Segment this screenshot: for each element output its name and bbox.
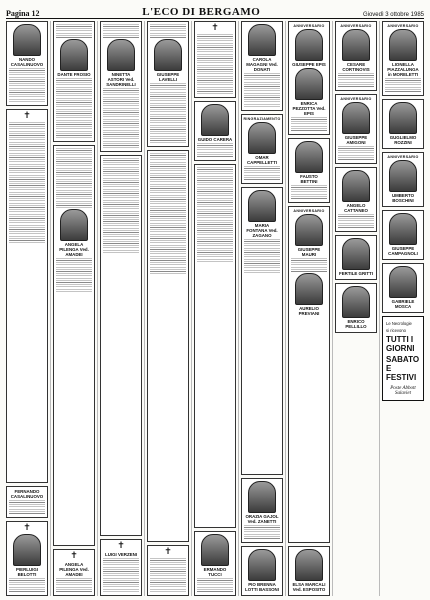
notice-text [150,558,186,592]
deceased-name: FERNANDO CASALINUOVO [10,489,44,499]
notice-text [338,146,374,160]
obituary-notice [241,114,283,184]
portrait-photo [248,190,276,222]
notice-text [103,24,139,38]
obituary-notice [53,549,95,596]
deceased-name: LIONELLA PIAZZALUNGA in MORELETTI [387,62,419,77]
portrait-photo [13,24,41,56]
obituary-notice [6,109,48,483]
issue-date: Giovedì 3 ottobre 1985 [362,12,424,18]
column-7 [285,21,330,596]
newspaper-title: L'ECO DI BERGAMO [142,6,261,18]
obituary-notice [382,21,424,96]
deceased-name: CAROLA MAGAGNI Ved. DONATI [246,57,278,72]
obituary-notice [382,152,424,207]
notice-text [9,122,45,182]
deceased-name: GIUSEPPE LAVELLI [156,72,180,82]
portrait-photo [342,102,370,134]
portrait-photo [389,160,417,192]
notice-text [56,578,92,592]
column-3 [97,21,142,596]
notice-type: ANNIVERSARIO [387,24,419,28]
notice-text [9,68,45,102]
portrait-photo [248,24,276,56]
deceased-name: CESARE CORTINOVIS [342,62,370,72]
deceased-name: GUGLIELMO ROZZINI [389,135,417,145]
notice-text [338,214,374,228]
obituary-notice [194,531,236,596]
portrait-photo [342,29,370,61]
notice-text [197,167,233,227]
obituary-notice [335,21,377,91]
portrait-photo [248,481,276,513]
notice-text [338,73,374,87]
portrait-photo [342,170,370,202]
column-9 [379,21,424,596]
notice-text [150,153,186,213]
portrait-photo [154,39,182,71]
notice-text [103,558,139,592]
obituary-notice [288,206,330,543]
obituary-notice [241,478,283,543]
notice-type: ANNIVERSARIO [340,97,372,101]
portrait-photo [389,213,417,245]
info-headline: SABATO E FESTIVI [386,355,420,382]
notice-text [197,34,233,94]
obituary-notice [147,21,189,147]
obituary-notice [53,21,95,142]
column-1 [6,21,48,596]
deceased-name: GIUSEPPE AMIGONI [344,135,368,145]
obituary-notice [147,150,189,542]
cross-icon: ✝ [164,547,172,557]
notice-type: ANNIVERSARIO [293,209,325,213]
portrait-photo [342,286,370,318]
portrait-photo [295,549,323,581]
portrait-photo [295,141,323,173]
portrait-photo [389,29,417,61]
obituary-notice [100,539,142,596]
deceased-name: FERTILE GRITTI [339,271,373,276]
portrait-photo [13,534,41,566]
portrait-photo [60,39,88,71]
cross-icon: ✝ [23,523,31,533]
notice-text [9,500,45,514]
obituary-notice [6,486,48,518]
obituary-notice [241,546,283,596]
notice-text [9,183,45,243]
column-2 [50,21,95,596]
obituary-notice [194,21,236,98]
deceased-name: ELSA MARCALI Ved. ESPOSITO [292,582,326,592]
masthead [6,4,424,19]
portrait-photo [295,68,323,100]
deceased-name: PIO BRENNA LOTTI BASSONI [245,582,279,592]
deceased-name: ERMANDO TUCCI [203,567,227,577]
info-headline: TUTTI I GIORNI [386,335,415,353]
portrait-photo [201,104,229,136]
page-number: Pagina 12 [6,9,40,18]
portrait-photo [60,209,88,241]
notice-text [150,24,186,38]
notice-text [197,228,233,262]
column-8 [332,21,377,596]
notice-text [150,214,186,274]
obituary-notice [288,21,330,135]
portrait-photo [201,534,229,566]
portrait-photo [342,238,370,270]
notice-text [9,578,45,592]
obituary-notice [335,167,377,232]
deceased-name: GUIDO CARERA [197,137,233,142]
deceased-name: ANGELA PILENGA Ved. AMADEI [59,242,89,257]
info-line: Le Necrologie [386,321,412,326]
obituary-notice [335,235,377,280]
deceased-name: GABRIELE MOSCA [391,299,415,309]
deceased-name: FAUSTO BETTINI [300,174,318,184]
cross-icon: ✝ [117,541,125,551]
notice-text [291,258,327,272]
notice-text [385,78,421,92]
deceased-name: NINETTA ASTORI Ved. SANDRINELLI [106,72,136,87]
column-5 [191,21,236,596]
portrait-photo [389,102,417,134]
notice-text [244,166,280,180]
notice-text [244,73,280,107]
deceased-name: GIUSEPPE CAMPAGNOLI [388,246,418,256]
obituary-notice [6,521,48,596]
deceased-name: GIUSEPPE EPIS [292,62,326,67]
portrait-photo [107,39,135,71]
obituary-notice [100,155,142,536]
notice-text [197,143,233,157]
notice-text [56,258,92,292]
obituary-notice [288,138,330,203]
notice-text [291,185,327,199]
deceased-name: AURELIO PREVIANI [298,306,320,316]
notice-text [150,83,186,143]
portrait-photo [248,122,276,154]
obituary-notice [194,164,236,528]
notice-type: ANNIVERSARIO [293,24,325,28]
column-6 [238,21,283,596]
deceased-name: UMBERTO BOSCHINI [391,193,415,203]
cross-icon: ✝ [23,111,31,121]
notice-text [103,88,139,148]
deceased-name: DANTE FROSIO [57,72,91,77]
cross-icon: ✝ [70,551,78,561]
obituary-info-box [382,316,424,401]
deceased-name: OMAR CAPPELLETTI [246,155,277,165]
obituary-notice [100,21,142,152]
portrait-photo [295,29,323,61]
deceased-name: PIERLUIGI BELOTTI [16,567,38,577]
obituary-notice [241,187,283,475]
obituary-notice [147,545,189,596]
deceased-name: ANGELA PILENGA Ved. AMADEI [59,562,89,577]
obituary-notice [382,263,424,313]
notice-type: ANNIVERSARIO [387,155,419,159]
deceased-name: ENRICO PELLILLO [345,319,367,329]
notice-text [56,24,92,38]
column-4 [144,21,189,596]
notice-text [244,525,280,539]
obituary-notice [335,94,377,164]
notice-text [56,78,92,138]
obituary-notice [288,546,330,596]
obituary-notice [382,99,424,149]
obituary-notice [6,21,48,106]
obituary-notice [241,21,283,111]
notice-text [197,578,233,592]
obituary-notice [335,283,377,333]
notice-text [244,239,280,273]
notice-text [103,158,139,218]
obituary-notice [194,101,236,161]
signature: Poste Abbott Salaviet [390,386,416,396]
deceased-name: ORAZIA GAJOL Ved. ZANETTI [245,514,279,524]
notice-text [56,148,92,208]
portrait-photo [389,266,417,298]
portrait-photo [295,214,323,246]
notice-type: ANNIVERSARIO [340,24,372,28]
obituary-notice [382,210,424,260]
notice-text [291,117,327,131]
deceased-name: ENRICA PEZZOTTA Ved. EPIS [292,101,326,116]
deceased-name: GIUSEPPE MAURI [297,247,321,257]
cross-icon: ✝ [211,23,219,33]
deceased-name: MARIA FONTANA Ved. ZAGANO [246,223,278,238]
deceased-name: ANGELO CATTANEO [344,203,368,213]
obituary-notice [53,145,95,546]
deceased-name: LUIGI VERZENI [105,552,137,557]
obituary-columns [6,21,424,596]
portrait-photo [248,549,276,581]
notice-text [103,219,139,253]
deceased-name: NANDO CASALINUOVO [10,57,44,67]
portrait-photo [295,273,323,305]
notice-type: RINGRAZIAMENTO [243,117,281,121]
info-line: si ricevono [386,328,407,333]
